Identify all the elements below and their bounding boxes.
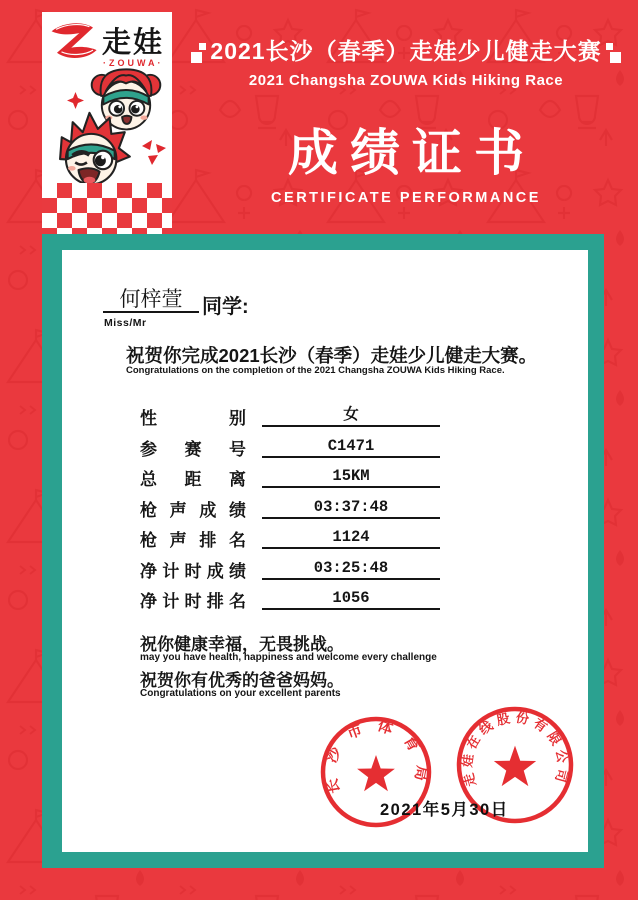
field-label: 参赛号	[140, 439, 246, 459]
stamp-arc-text: 走娃在线股份有限公司	[459, 709, 571, 789]
title-ornament-right-icon	[606, 42, 621, 64]
field-underline	[262, 528, 440, 549]
congrats-pre: 祝贺你完成2021长沙	[126, 345, 297, 366]
stamp-arc-text: 长沙市体育局	[321, 716, 431, 795]
event-title-season: （春季）	[313, 39, 410, 64]
wish2-line-en: Congratulations on your excellent parents	[140, 688, 341, 699]
name-underline	[103, 311, 199, 313]
result-fields	[140, 402, 520, 617]
checkerboard-strip	[42, 183, 172, 240]
wish-line-en: may you have health, happiness and welcome every challenge	[140, 652, 437, 663]
field-value: 03:37:48	[313, 497, 389, 516]
field-value: 15KM	[332, 467, 370, 485]
certificate-title: 成绩证书	[288, 125, 536, 181]
field-underline	[262, 498, 440, 519]
triangle-accents-icon	[140, 138, 168, 168]
certificate-frame	[42, 234, 604, 868]
salutation-en-label: Miss/Mr	[104, 317, 147, 329]
congrats-line-en: Congratulations on the completion of the 2021 Changsha ZOUWA Kids Hiking Race.	[126, 365, 505, 376]
certificate-paper	[62, 250, 588, 852]
field-row-bib-number	[140, 433, 520, 463]
svg-text:长沙市体育局	[320, 716, 430, 795]
field-value: 1124	[332, 528, 370, 546]
event-title-pre: 2021长沙	[210, 38, 314, 64]
field-row-gun-rank	[140, 524, 520, 554]
field-value: 03:25:48	[313, 558, 389, 577]
field-label: 性别	[140, 409, 246, 428]
field-label: 枪声排名	[140, 531, 246, 550]
event-title-post: 走娃少儿健走大赛	[409, 38, 602, 64]
certificate-date: 2021年5月30日	[380, 801, 509, 819]
field-value: 1056	[332, 589, 370, 607]
field-row-gun-time	[140, 494, 520, 524]
field-row-gender	[140, 402, 520, 432]
field-label: 净计时成绩	[140, 561, 246, 581]
field-underline	[262, 467, 440, 488]
zouwa-swoosh-logo-icon	[48, 20, 102, 64]
title-ornament-left-icon	[191, 42, 206, 64]
event-subtitle: 2021 Changsha ZOUWA Kids Hiking Race	[248, 72, 564, 89]
field-underline	[262, 402, 440, 427]
wish-line-cn: 祝你健康幸福，无畏挑战。	[140, 635, 344, 654]
header	[176, 0, 636, 206]
salutation-label: 同学:	[202, 296, 249, 318]
field-underline	[262, 437, 440, 458]
field-label: 净计时排名	[140, 592, 246, 611]
brand-name-cn: 走娃	[102, 27, 165, 59]
event-title	[176, 33, 636, 66]
student-name: 何梓萱	[119, 287, 183, 311]
congrats-post: 走娃少儿健走大赛。	[370, 345, 538, 366]
field-row-distance	[140, 463, 520, 493]
boy-mascot-icon	[50, 107, 134, 191]
field-row-net-rank	[140, 585, 520, 615]
wish2-line-cn: 祝贺你有优秀的爸爸妈妈。	[140, 671, 344, 690]
field-underline	[262, 559, 440, 580]
logo-panel	[42, 12, 172, 183]
field-underline	[262, 589, 440, 610]
field-label: 枪声成绩	[140, 500, 246, 520]
field-row-net-time	[140, 555, 520, 585]
brand-name-en: ·ZOUWA·	[103, 58, 164, 68]
congrats-season: （春季）	[296, 347, 371, 367]
field-value: C1471	[327, 436, 375, 455]
certificate-subtitle: CERTIFICATE PERFORMANCE	[271, 190, 541, 206]
field-value: 女	[343, 406, 359, 424]
field-label: 总距离	[140, 470, 246, 489]
